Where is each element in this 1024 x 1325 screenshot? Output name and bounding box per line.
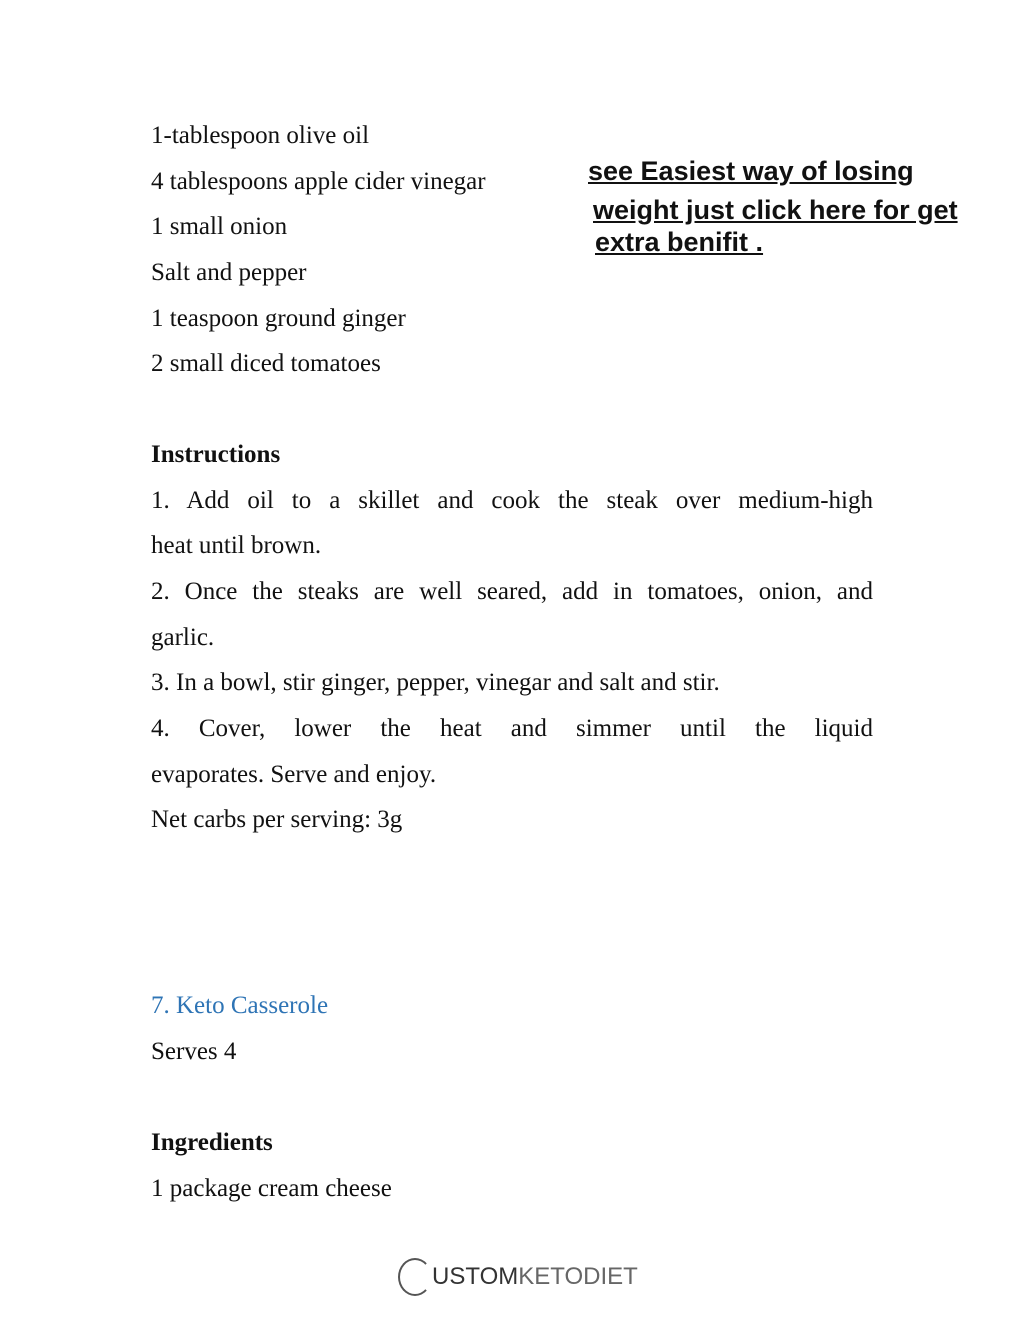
ingredient-salt-pepper: Salt and pepper <box>151 259 307 286</box>
net-carbs: Net carbs per serving: 3g <box>151 806 403 833</box>
instruction-step4-line2: evaporates. Serve and enjoy. <box>151 761 437 788</box>
ingredient-cream-cheese: 1 package cream cheese <box>151 1175 392 1202</box>
recipe-serves: Serves 4 <box>151 1038 237 1065</box>
custom-keto-diet-logo <box>398 1255 638 1299</box>
logo-text-custom: USTOM <box>432 1263 519 1290</box>
instructions-heading: Instructions <box>151 441 281 468</box>
ingredient-tomatoes: 2 small diced tomatoes <box>151 350 381 377</box>
instruction-step1-line2: heat until brown. <box>151 532 322 559</box>
promo-link-line3[interactable]: extra benifit . <box>595 227 764 257</box>
instruction-step2-line2: garlic. <box>151 624 215 651</box>
instruction-step4-line1: 4. Cover, lower the heat and simmer until the liquid <box>151 715 873 742</box>
ingredient-olive-oil: 1-tablespoon olive oil <box>151 122 370 149</box>
ingredient-onion: 1 small onion <box>151 213 288 240</box>
promo-link-line2[interactable]: weight just click here for get <box>593 195 958 225</box>
ingredient-ginger: 1 teaspoon ground ginger <box>151 305 406 332</box>
recipe-title: 7. Keto Casserole <box>151 992 329 1019</box>
instruction-step1-line1: 1. Add oil to a skillet and cook the steak over medium-high <box>151 487 873 514</box>
instruction-step2-line1: 2. Once the steaks are well seared, add in tomatoes, onion, and <box>151 578 873 605</box>
logo-text-ketodiet: KETODIET <box>518 1263 638 1290</box>
ingredient-vinegar: 4 tablespoons apple cider vinegar <box>151 168 486 195</box>
promo-link-line1[interactable]: see Easiest way of losing <box>588 156 914 186</box>
logo-c-ring <box>398 1258 432 1296</box>
instruction-step3: 3. In a bowl, stir ginger, pepper, vinegar and salt and stir. <box>151 669 720 696</box>
ingredients-heading: Ingredients <box>151 1129 273 1156</box>
